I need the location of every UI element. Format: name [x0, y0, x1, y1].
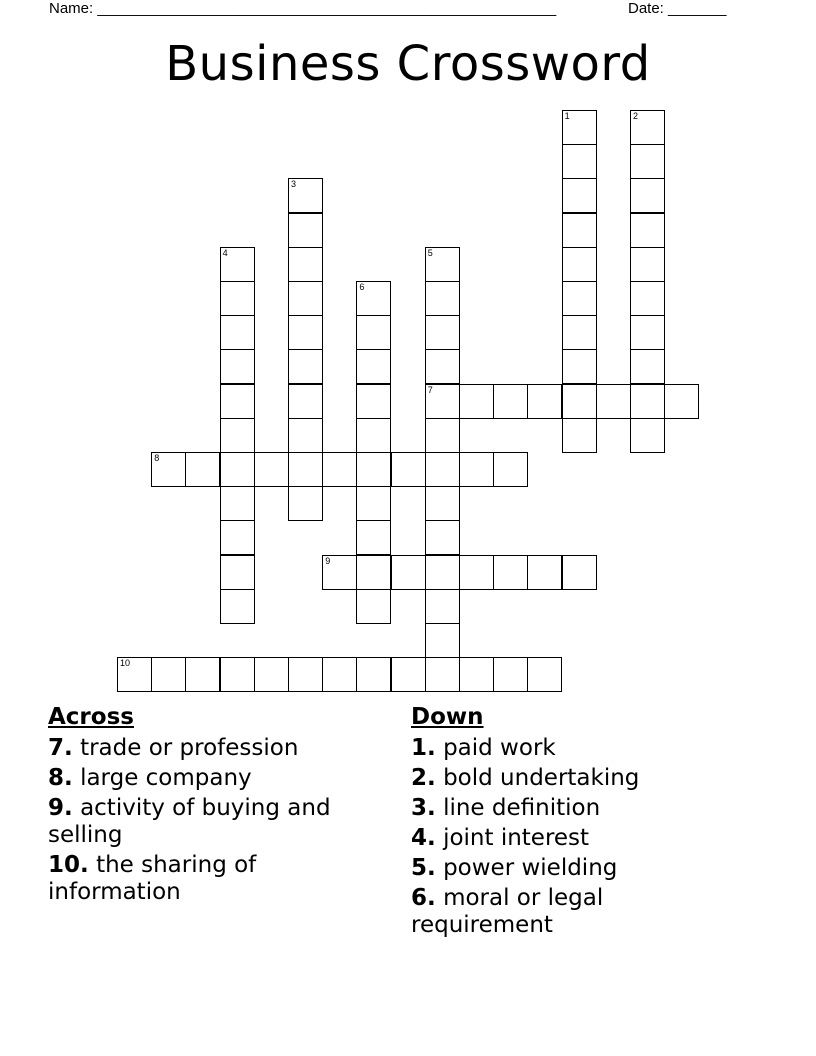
grid-cell[interactable] [356, 281, 391, 316]
across-clue [48, 765, 378, 792]
grid-cell[interactable] [288, 418, 323, 453]
down-clue [411, 795, 741, 822]
grid-cell[interactable] [493, 657, 528, 692]
grid-cell[interactable] [391, 657, 426, 692]
grid-cell[interactable] [356, 384, 391, 419]
grid-cell[interactable] [527, 657, 562, 692]
grid-cell[interactable] [562, 349, 597, 384]
grid-cell[interactable] [425, 247, 460, 282]
grid-cell[interactable] [527, 384, 562, 419]
across-clues [48, 703, 378, 909]
clue-number: 6. [411, 885, 436, 911]
grid-cell[interactable] [562, 281, 597, 316]
grid-cell[interactable] [288, 486, 323, 521]
clue-text: paid work [443, 735, 556, 761]
grid-cell[interactable] [288, 213, 323, 248]
clue-number: 8. [48, 765, 73, 791]
grid-cell[interactable] [151, 657, 186, 692]
grid-cell[interactable] [562, 178, 597, 213]
across-clue [48, 852, 378, 906]
grid-cell[interactable] [425, 315, 460, 350]
grid-cell[interactable] [459, 452, 494, 487]
name-field-label: Name: _______________________________________________________ [49, 0, 557, 17]
grid-cell[interactable] [630, 349, 665, 384]
grid-cell[interactable] [493, 555, 528, 590]
grid-cell[interactable] [562, 144, 597, 179]
across-clue [48, 735, 378, 762]
grid-cell[interactable] [596, 384, 631, 419]
grid-cell[interactable] [220, 418, 255, 453]
grid-cell[interactable] [459, 384, 494, 419]
clue-text: trade or profession [80, 735, 299, 761]
clue-number-label: 5 [427, 247, 433, 258]
down-clue [411, 855, 741, 882]
clue-text: line definition [443, 795, 601, 821]
grid-cell[interactable] [562, 384, 597, 419]
down-clue [411, 765, 741, 792]
clue-number: 4. [411, 825, 436, 851]
grid-cell[interactable] [288, 247, 323, 282]
clue-text: moral or legal requirement [411, 885, 604, 938]
clue-number: 10. [48, 852, 89, 878]
grid-cell[interactable] [562, 315, 597, 350]
grid-cell[interactable] [356, 555, 391, 590]
grid-cell[interactable] [425, 520, 460, 555]
grid-cell[interactable] [425, 452, 460, 487]
grid-cell[interactable] [425, 486, 460, 521]
down-heading: Down [411, 704, 484, 730]
grid-cell[interactable] [562, 418, 597, 453]
grid-cell[interactable] [527, 555, 562, 590]
grid-cell[interactable] [630, 144, 665, 179]
grid-cell[interactable] [356, 315, 391, 350]
clue-number-label: 8 [154, 453, 160, 463]
clue-text: bold undertaking [443, 765, 640, 791]
grid-cell[interactable] [356, 520, 391, 555]
clue-number: 7. [48, 735, 73, 761]
clue-number-label: 2 [633, 111, 639, 121]
clue-number: 5. [411, 855, 436, 881]
grid-cell[interactable] [562, 555, 597, 590]
grid-cell[interactable] [220, 589, 255, 624]
grid-cell[interactable] [117, 657, 152, 692]
clue-number: 9. [48, 795, 73, 821]
grid-cell[interactable] [630, 384, 665, 419]
grid-cell[interactable] [459, 555, 494, 590]
grid-cell[interactable] [356, 452, 391, 487]
grid-cell[interactable] [391, 555, 426, 590]
grid-cell[interactable] [322, 657, 357, 692]
grid-cell[interactable] [493, 452, 528, 487]
grid-cell[interactable] [425, 281, 460, 316]
grid-cell[interactable] [459, 657, 494, 692]
grid-cell[interactable] [288, 452, 323, 487]
grid-cell[interactable] [288, 384, 323, 419]
clue-number: 2. [411, 765, 436, 791]
grid-cell[interactable] [630, 213, 665, 248]
grid-cell[interactable] [630, 418, 665, 453]
grid-cell[interactable] [630, 281, 665, 316]
grid-cell[interactable] [630, 247, 665, 282]
clue-number: 3. [411, 795, 436, 821]
grid-cell[interactable] [220, 486, 255, 521]
grid-cell[interactable] [288, 349, 323, 384]
grid-cell[interactable] [220, 349, 255, 384]
grid-cell[interactable] [425, 555, 460, 590]
grid-cell[interactable] [288, 281, 323, 316]
grid-cell[interactable] [356, 418, 391, 453]
grid-cell[interactable] [220, 281, 255, 316]
grid-cell[interactable] [220, 555, 255, 590]
grid-cell[interactable] [356, 486, 391, 521]
grid-cell[interactable] [562, 247, 597, 282]
grid-cell[interactable] [288, 657, 323, 692]
grid-cell[interactable] [288, 178, 323, 213]
grid-cell[interactable] [425, 384, 460, 419]
grid-cell[interactable] [391, 452, 426, 487]
date-field-label: Date: _______ [628, 0, 727, 17]
grid-cell[interactable] [254, 452, 289, 487]
grid-cell[interactable] [220, 315, 255, 350]
grid-cell[interactable] [425, 349, 460, 384]
grid-cell[interactable] [562, 213, 597, 248]
clue-number-label: 1 [564, 111, 570, 121]
clue-number-label: 10 [120, 658, 131, 669]
grid-cell[interactable] [220, 657, 255, 692]
clue-text: power wielding [443, 855, 618, 881]
grid-cell[interactable] [220, 520, 255, 555]
grid-cell[interactable] [356, 657, 391, 692]
grid-cell[interactable] [220, 384, 255, 419]
grid-cell[interactable] [493, 384, 528, 419]
clue-text: activity of buying and selling [48, 795, 331, 848]
grid-cell[interactable] [425, 589, 460, 624]
down-clue [411, 735, 741, 762]
grid-cell[interactable] [220, 247, 255, 282]
grid-cell[interactable] [425, 657, 460, 692]
grid-cell[interactable] [630, 315, 665, 350]
down-clue [411, 825, 741, 852]
clue-number-label: 6 [359, 282, 365, 292]
down-clue [411, 885, 741, 939]
down-clues [411, 703, 741, 942]
grid-cell[interactable] [562, 110, 597, 145]
grid-cell[interactable] [664, 384, 699, 419]
clue-number-label: 4 [222, 247, 228, 258]
page-title: Business Crossword [165, 36, 651, 92]
grid-cell[interactable] [322, 555, 357, 590]
clue-text: the sharing of information [48, 852, 257, 905]
grid-cell[interactable] [254, 657, 289, 692]
grid-cell[interactable] [288, 315, 323, 350]
grid-cell[interactable] [151, 452, 186, 487]
across-clue [48, 795, 378, 849]
grid-cell[interactable] [630, 178, 665, 213]
grid-cell[interactable] [356, 589, 391, 624]
clue-number-label: 7 [427, 384, 433, 395]
clue-text: joint interest [443, 825, 590, 851]
clue-number-label: 9 [325, 555, 331, 566]
grid-cell[interactable] [220, 452, 255, 487]
grid-cell[interactable] [356, 349, 391, 384]
grid-cell[interactable] [630, 110, 665, 145]
clue-text: large company [80, 765, 252, 791]
grid-cell[interactable] [185, 452, 220, 487]
clue-number: 1. [411, 735, 436, 761]
grid-cell[interactable] [425, 623, 460, 658]
across-heading: Across [48, 704, 134, 730]
grid-cell[interactable] [425, 418, 460, 453]
grid-cell[interactable] [185, 657, 220, 692]
clue-number-label: 3 [291, 179, 297, 190]
grid-cell[interactable] [322, 452, 357, 487]
